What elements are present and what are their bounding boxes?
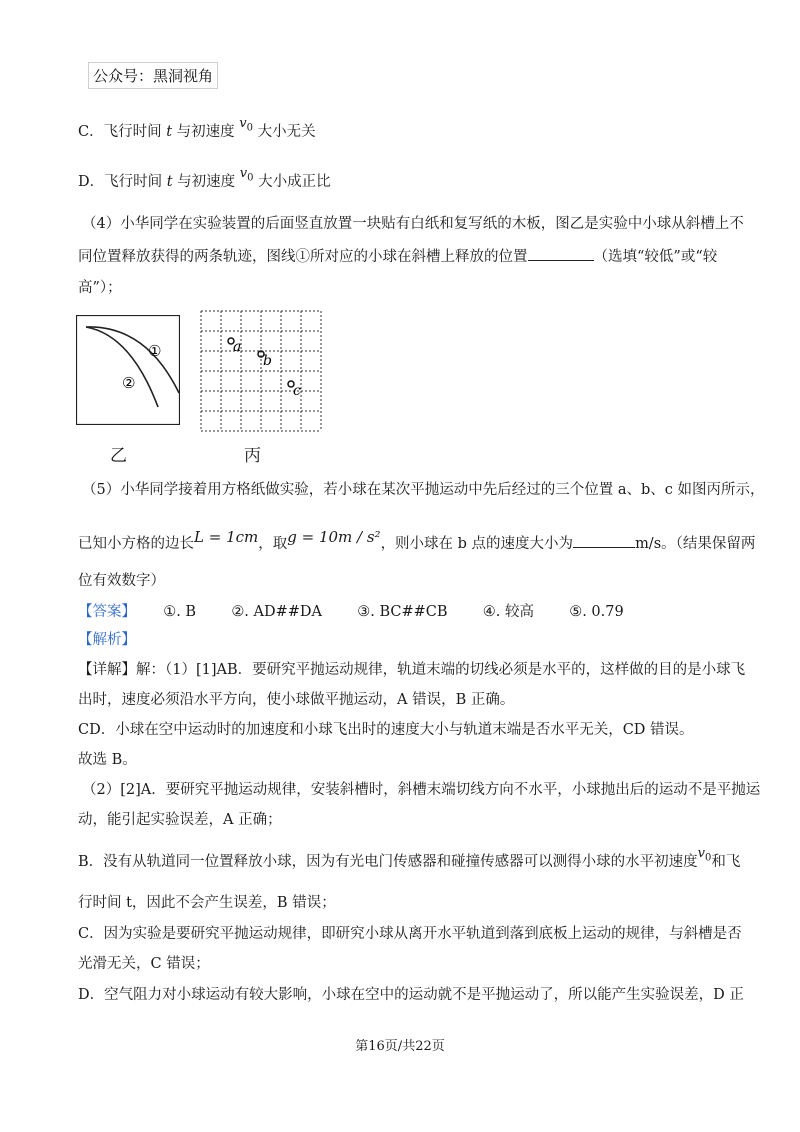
q5-line3: 位有效数字）	[78, 573, 165, 589]
watermark-header: 公众号：黑洞视角	[88, 62, 218, 89]
answer-blank-5	[573, 533, 635, 548]
answer-item-5: ⑤. 0.79	[569, 604, 624, 620]
answer-item-1: ①. B	[163, 604, 197, 620]
answer-item-2: ②. AD##DA	[231, 604, 323, 620]
analysis-tag: 【解析】	[78, 632, 136, 648]
q5-line1: （5）小华同学接着用方格纸做实验，若小球在某次平抛运动中先后经过的三个位置 a、b、c 如图丙所示，	[82, 482, 765, 498]
figure-yi	[76, 315, 180, 425]
point-c-label: c	[293, 383, 301, 399]
detail-p6: 动，能引起实验误差，A 正确；	[78, 812, 282, 828]
figure-yi-label: 乙	[110, 446, 127, 466]
answer-tag: 【答案】	[78, 604, 136, 620]
trajectory-curve-2	[86, 327, 158, 407]
detail-p7: B．没有从轨道同一位置释放小球，因为有光电门传感器和碰撞传感器可以测得小球的水平初速度$v_0$和飞	[78, 846, 741, 870]
q5-line2: 已知小方格的边长L = 1cm，取g = 10m / s²，则小球在 b 点的速度大小为 m/s。（结果保留两	[78, 528, 756, 552]
detail-p8: 行时间 t，因此不会产生误差，B 错误；	[78, 895, 336, 911]
detail-p5: （2）[2]A．要研究平抛运动规律，安装斜槽时，斜槽末端切线方向不水平，小球抛出后的运动不是平抛运	[82, 782, 761, 798]
answer-item-3: ③. BC##CB	[357, 604, 448, 620]
q4-line2: 同位置释放获得的两条轨迹，图线①所对应的小球在斜槽上释放的位置 （选填“较低”或“较	[78, 246, 717, 267]
detail-p1: 【详解】解：（1）[1]AB．要研究平抛运动规律，轨道末端的切线必须是水平的，这样做的目的是小球飞	[78, 662, 746, 678]
point-b-label: b	[263, 353, 272, 369]
page-number: 第16页/共22页	[355, 1039, 445, 1054]
option-d: D．飞行时间 t 与初速度 $v_0$ 大小成正比	[78, 166, 331, 190]
answer-item-4: ④. 较高	[482, 604, 534, 620]
figure-bing-grid	[200, 310, 322, 432]
point-a-label: a	[233, 339, 242, 355]
detail-p11: D．空气阻力对小球运动有较大影响，小球在空中的运动就不是平抛运动了，所以能产生实验误差，D 正	[78, 987, 744, 1003]
answer-blank-4	[528, 246, 594, 261]
detail-p4: 故选 B。	[78, 752, 137, 768]
detail-p2: 出时，速度必须沿水平方向，使小球做平抛运动，A 错误，B 正确。	[78, 692, 515, 708]
curve-label-2: ②	[122, 374, 136, 392]
detail-p3: CD．小球在空中运动时的加速度和小球飞出时的速度大小与轨道末端是否水平无关，CD 错误。	[78, 722, 694, 738]
detail-p10: 光滑无关，C 错误；	[78, 956, 210, 972]
option-c: C．飞行时间 t 与初速度 $v_0$ 大小无关	[78, 116, 316, 140]
detail-p9: C．因为实验是要研究平抛运动规律，即研究小球从离开水平轨道到落到底板上运动的规律，与斜槽是否	[78, 926, 742, 942]
answer-row	[78, 602, 624, 622]
figure-bing-label: 丙	[244, 446, 261, 466]
q4-line3: 高”）；	[78, 280, 122, 296]
q4-line1: （4）小华同学在实验装置的后面竖直放置一块贴有白纸和复写纸的木板，图乙是实验中小球从斜槽上不	[82, 216, 744, 232]
curve-label-1: ①	[148, 342, 162, 360]
